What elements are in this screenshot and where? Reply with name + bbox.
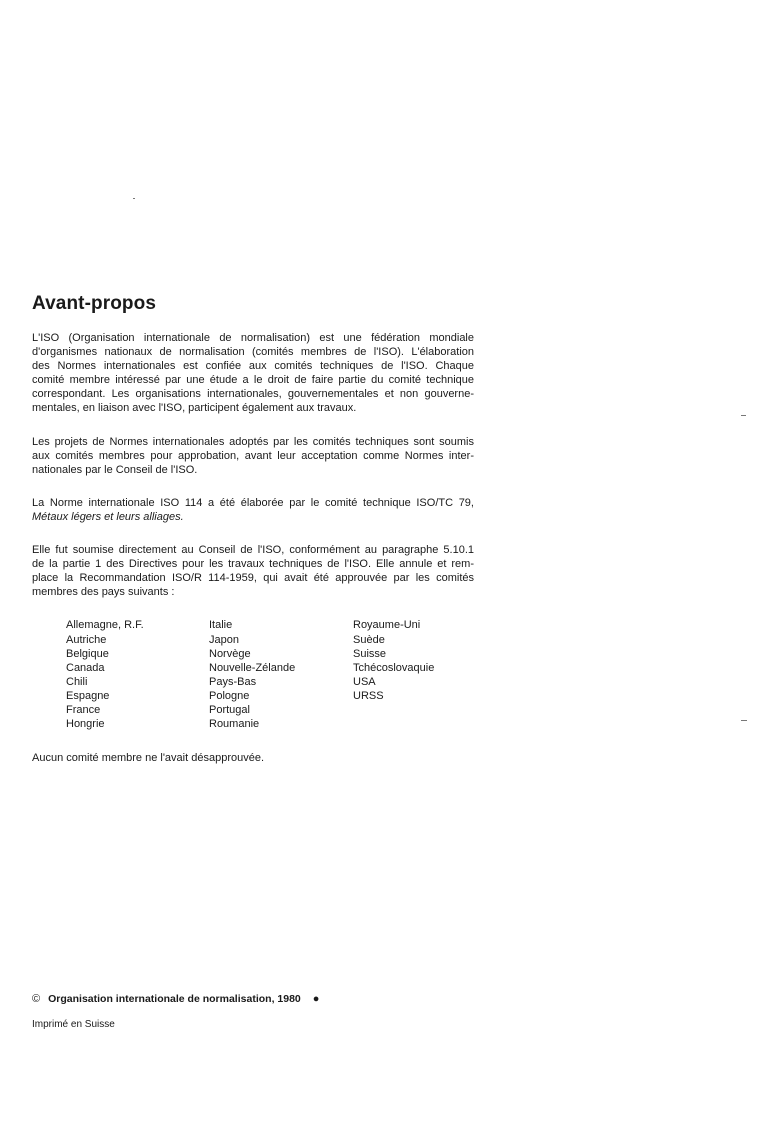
country-name: USA: [353, 675, 376, 688]
scan-speck: [741, 415, 746, 416]
text-line: membres des pays suivants :: [32, 586, 175, 599]
text-line: L'ISO (Organisation internationale de normalisation) est une fédération mondiale: [32, 332, 474, 344]
country-name: Suisse: [353, 647, 387, 660]
country-column-1: [66, 618, 144, 731]
text-line: nationales par le Conseil de l'ISO.: [32, 463, 198, 476]
country-name: Allemagne, R.F.: [66, 619, 144, 632]
country-name: Norvège: [209, 647, 251, 660]
country-name: Portugal: [209, 703, 250, 716]
closing-sentence: Aucun comité membre ne l'avait désapprouvée.: [32, 752, 265, 765]
text-line: d'organismes nationaux de normalisation (comités membres de l'ISO). L'élaboration: [32, 346, 474, 359]
foreword-body: [32, 331, 474, 766]
scan-speck: [741, 720, 747, 721]
country-name: Canada: [66, 661, 105, 674]
country-name: Espagne: [66, 689, 110, 702]
country-name: Japon: [209, 633, 239, 646]
country-name: URSS: [353, 689, 384, 702]
approving-countries-list: [32, 618, 474, 732]
text-line: de la partie 1 des Directives pour les travaux techniques de l'ISO. Elle annule et rem-: [32, 558, 474, 571]
paragraph-draft-standards: [32, 435, 474, 477]
text-line: correspondant. Les organisations internationales, gouvernementales et non gouverne-: [32, 388, 474, 401]
scan-speck: [133, 198, 135, 199]
bullet-icon: ●: [312, 993, 320, 1005]
country-name: Italie: [209, 619, 233, 632]
copyright-notice: [32, 993, 319, 1005]
country-name: France: [66, 703, 101, 716]
country-name: Hongrie: [66, 718, 105, 731]
country-name: Chili: [66, 675, 88, 688]
paragraph-iso-description: [32, 331, 474, 416]
country-name: Autriche: [66, 633, 107, 646]
text-line: place la Recommandation ISO/R 114-1959, qui avait été approuvée par les comités: [32, 572, 474, 585]
country-column-2: [209, 618, 295, 731]
committee-title: Métaux légers et leurs alliages.: [32, 510, 184, 523]
page-title: Avant-propos: [32, 293, 156, 314]
text-line: aux comités membres pour approbation, avant leur acceptation comme Normes inter-: [32, 449, 474, 462]
country-name: Roumanie: [209, 718, 260, 731]
country-name: Suède: [353, 633, 385, 646]
text-line: des Normes internationales est confiée aux comités techniques de l'ISO. Chaque: [32, 360, 474, 373]
country-name: Pologne: [209, 689, 250, 702]
text-line: La Norme internationale ISO 114 a été élaborée par le comité technique ISO/TC 79,: [32, 496, 474, 509]
copyright-symbol: ©: [32, 993, 41, 1005]
text-line: mentales, en liaison avec l'ISO, participent également aux travaux.: [32, 402, 357, 415]
paragraph-iso-114: [32, 496, 474, 524]
copyright-organisation: Organisation internationale de normalisation, 1980: [48, 993, 301, 1005]
text-line: comité membre intéressé par une étude a le droit de faire partie du comité technique: [32, 374, 474, 387]
country-name: Royaume-Uni: [353, 619, 421, 632]
printed-in-label: Imprimé en Suisse: [32, 1019, 115, 1030]
text-line: Elle fut soumise directement au Conseil de l'ISO, conformément au paragraphe 5.10.1: [32, 544, 474, 557]
country-name: Pays-Bas: [209, 675, 257, 688]
country-name: Tchécoslovaquie: [353, 661, 435, 674]
text-line: Les projets de Normes internationales adoptés par les comités techniques sont soumis: [32, 435, 474, 448]
country-name: Belgique: [66, 647, 109, 660]
paragraph-submission: [32, 543, 474, 599]
country-column-3: [353, 618, 434, 703]
country-name: Nouvelle-Zélande: [209, 661, 296, 674]
